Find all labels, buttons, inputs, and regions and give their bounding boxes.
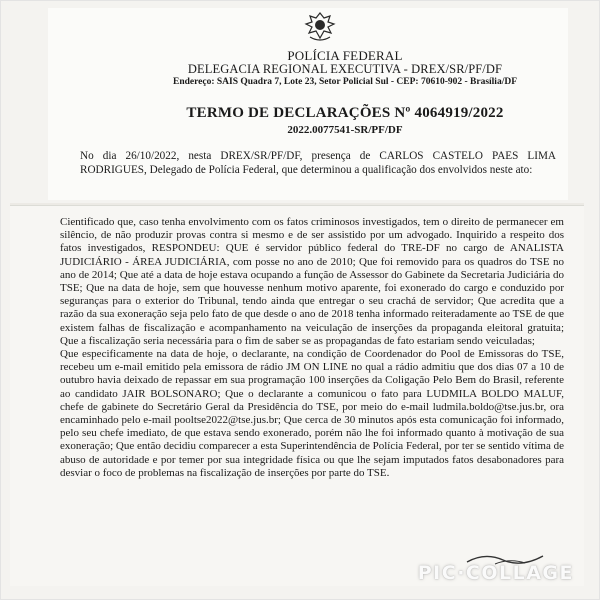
intro-paragraph: No dia 26/10/2022, nesta DREX/SR/PF/DF, presença de CARLOS CASTELO PAES LIMA RODRIGUES, Delegado de Polícia Federal, que determinou a qualificação dos envolvidos neste ato: [80,150,556,176]
process-number: 2022.0077541-SR/PF/DF [287,124,403,136]
pic-collage-watermark: PIC·COLLAGE [417,562,574,584]
address-line: Endereço: SAIS Quadra 7, Lote 23, Setor Policial Sul - CEP: 70610-902 - Brasília/DF [172,77,518,87]
paragraph-1: Cientificado que, caso tenha envolvimento com os fatos criminosos investigados, tem o direito de permanecer em silêncio, de não produzir provas contra si mesmo e de ser assistido por um advogado. Inquirido a respeito dos fatos investigados, RESPONDEU: QUE é servidor público federal do TRE-DF no cargo de ANALISTA JUDICIÁRIO - ÁREA JUDICIÁRIA, com posse no ano de 2010; Que foi removido para os quadros do TSE no ano de 2014; Que até a data de hoje estava ocupando a função de Assessor do Gabinete da Secretaria Judiciária do TSE; Que na data de hoje, sem que houvesse nenhum motivo aparente, foi exonerado do cargo e conduzido por seguranças para o exterior do Tribunal, tendo ainda que entregar o seu crachá de servidor; Que acredita que a razão da sua exoneração seja pelo fato de que desde o ano de 2018 tenha informado reiteradamente ao TSE de que existem falhas de fiscalização e acompanhamento na veiculação de inserções da propaganda eleitoral gratuita; Que a fiscalização seria necessária para o fim de saber se as propagandas de fato estariam sendo veiculadas; [60,216,564,347]
document-title: TERMO DE DECLARAÇÕES Nº 4064919/2022 [186,105,504,121]
paragraph-2: Que especificamente na data de hoje, o declarante, na condição de Coordenador do Pool de Emissoras do TSE, recebeu um e-mail emitido pela emissora de rádio JM ON LINE no qual a rádio admitiu que dos dias 07 a 10 de outubro havia deixado de repassar em sua programação 100 inserções da Coligação Pelo Bem do Brasil, referente ao candidato JAIR BOLSONARO; Que o declarante a comunicou o fato para LUDMILA BOLDO MALUF, chefe de gabinete do Secretário Geral da Presidência do TSE, por meio do e-mail ludmila.boldo@tse.jus.br, ora encaminhado pelo e-mail pooltse2022@tse.jus.br; Que cerca de 30 minutos após esta comunicação foi informado, pelo seu chefe imediato, de que estava sendo exonerado, porém não lhe foi informado quanto à motivação de sua exoneração; Que então decidiu comparecer a esta Superintendência de Polícia Federal, por ter se sentido vítima de abuso de autoridade e por temer por sua integridade física ou que lhe sejam imputados fatos desabonadores para desviar o foco de problemas na fiscalização de inserções por parte do TSE. [60,348,564,479]
unit-name: DELEGACIA REGIONAL EXECUTIVA - DREX/SR/PF/DF [187,62,503,76]
agency-name: POLÍCIA FEDERAL [287,48,403,63]
